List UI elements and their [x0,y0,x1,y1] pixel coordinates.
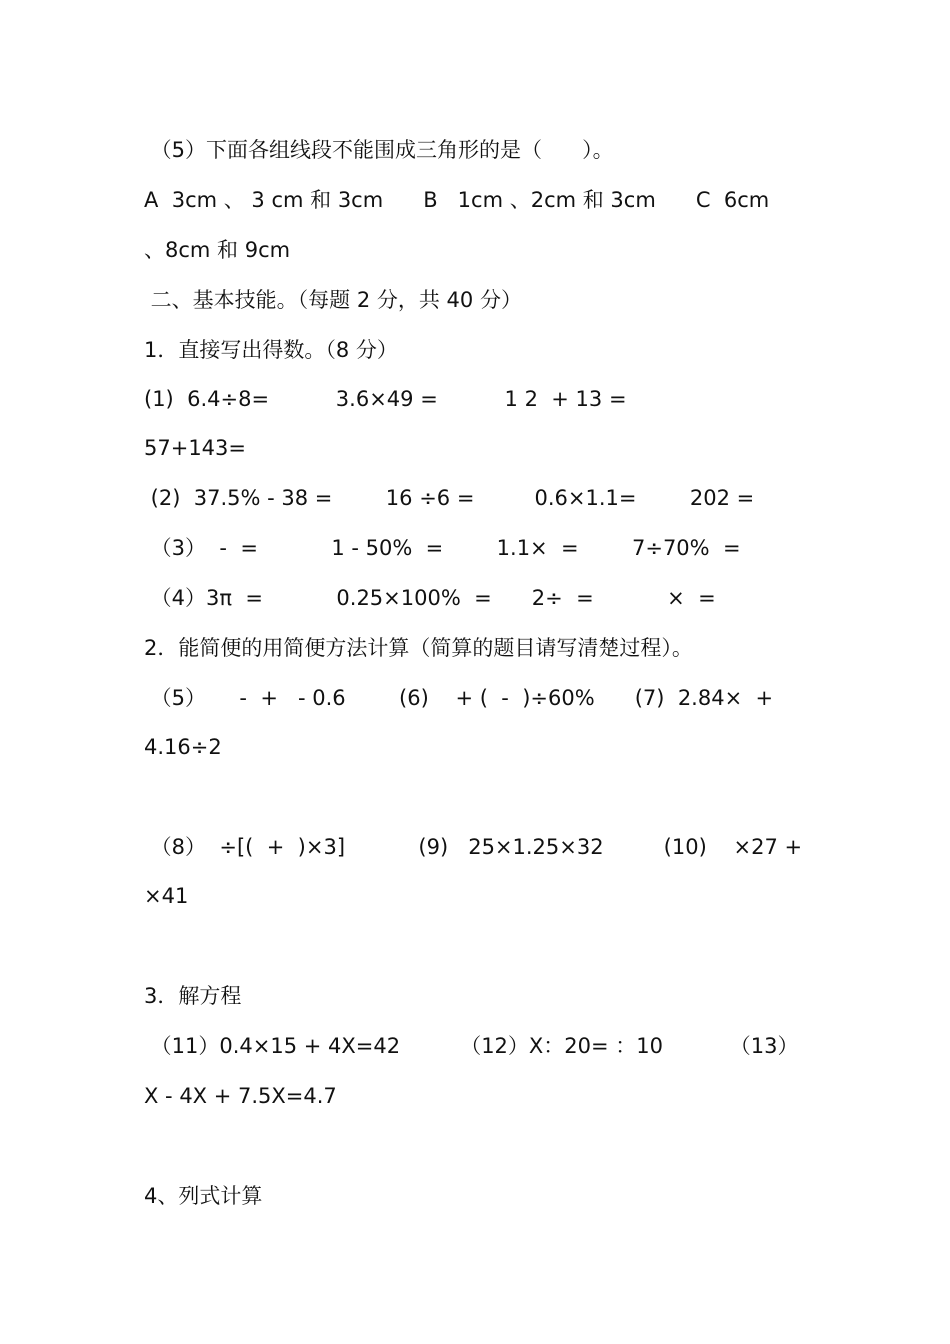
task-3-row-1: （11）0.4×15 + 4X=42 （12）X：20= ：10 （13） [144,1034,799,1058]
task-1-row-1-cont: 57+143= [144,436,246,460]
task-1-row-1: (1) 6.4÷8= 3.6×49 = 1 2 + 13 = [144,387,627,411]
task-2-row-1-cont: 4.16÷2 [144,735,222,759]
section-2-heading: 二、基本技能。（每题 2 分，共 40 分） [144,288,522,312]
task-3-row-1-cont: X - 4X + 7.5X=4.7 [144,1084,337,1108]
task-3-heading: 3．解方程 [144,984,242,1008]
task-1-row-4: （4）3π = 0.25×100% = 2÷ = × = [144,586,716,610]
task-4-heading: 4、列式计算 [144,1184,263,1208]
question-5-options: A 3cm 、 3 cm 和 3cm B 1cm 、2cm 和 3cm C 6cm [144,188,770,212]
task-2-row-2: （8） ÷[( + )×3] (9) 25×1.25×32 (10) ×27 + [144,835,803,859]
question-5-options-cont: 、8cm 和 9cm [144,238,291,262]
task-2-heading: 2．能简便的用简便方法计算（简算的题目请写清楚过程）。 [144,636,693,660]
task-1-heading: 1．直接写出得数。（8 分） [144,338,398,362]
task-2-row-2-cont: ×41 [144,884,189,908]
task-2-row-1: （5） - + - 0.6 (6) + ( - )÷60% (7) 2.84× + [144,686,774,710]
task-1-row-3: （3） - = 1 - 50% = 1.1× = 7÷70% = [144,536,741,560]
question-5-stem: （5）下面各组线段不能围成三角形的是（ ）。 [144,138,614,162]
task-1-row-2: (2) 37.5% - 38 = 16 ÷6 = 0.6×1.1= 202 = [144,486,755,510]
